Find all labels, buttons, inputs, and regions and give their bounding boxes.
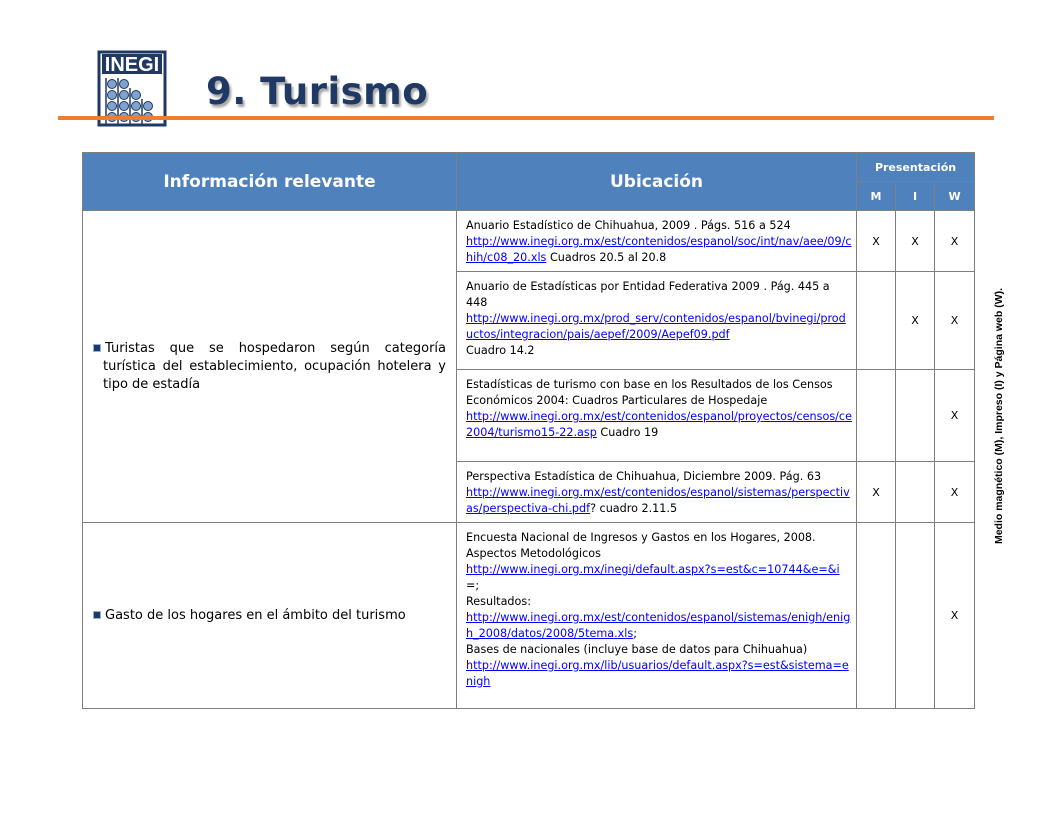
location-cell bbox=[457, 272, 857, 370]
header-w: W bbox=[935, 182, 975, 211]
mark-w: X bbox=[935, 370, 975, 462]
mark-i bbox=[896, 462, 935, 523]
mark-m: X bbox=[857, 211, 896, 272]
source-text: Anuario de Estadísticas por Entidad Federativa 2009 . Pág. 445 a 448 bbox=[466, 280, 830, 309]
mark-m bbox=[857, 523, 896, 709]
topic-cell bbox=[83, 211, 457, 523]
header-i: I bbox=[896, 182, 935, 211]
mark-i: X bbox=[896, 211, 935, 272]
mark-i: X bbox=[896, 272, 935, 370]
title-rule bbox=[58, 116, 994, 120]
bullet-icon bbox=[93, 611, 101, 619]
topic-text: Gasto de los hogares en el ámbito del turismo bbox=[105, 607, 406, 623]
source-suffix: ? cuadro 2.11.5 bbox=[590, 502, 678, 515]
mark-w: X bbox=[935, 272, 975, 370]
location-cell bbox=[457, 370, 857, 462]
table-row bbox=[83, 523, 975, 709]
source-link[interactable]: http://www.inegi.org.mx/inegi/default.aspx?s=est&c=10744&e=&i bbox=[466, 563, 840, 576]
source-text: Perspectiva Estadística de Chihuahua, Diciembre 2009. Pág. 63 bbox=[466, 470, 822, 483]
source-link[interactable]: http://www.inegi.org.mx/est/contenidos/espanol/soc/int/nav/aee/09/chih/c08_20.xls bbox=[466, 235, 852, 264]
reference-table bbox=[82, 152, 975, 709]
mark-m: X bbox=[857, 462, 896, 523]
topic-cell bbox=[83, 523, 457, 709]
mark-m bbox=[857, 272, 896, 370]
logo-text: INEGI bbox=[104, 54, 160, 76]
location-cell bbox=[457, 462, 857, 523]
results-suffix: ; bbox=[633, 627, 637, 640]
results-link[interactable]: http://www.inegi.org.mx/est/contenidos/espanol/sistemas/enigh/enigh_2008/datos/2008/5tema.xls bbox=[466, 611, 851, 640]
mark-m bbox=[857, 370, 896, 462]
table-row bbox=[83, 211, 975, 272]
mark-w: X bbox=[935, 462, 975, 523]
header-location: Ubicación bbox=[457, 153, 857, 211]
source-link[interactable]: http://www.inegi.org.mx/prod_serv/contenidos/espanol/bvinegi/productos/integracion/pais/aepef/2009/Aepef09.pdf bbox=[466, 312, 846, 341]
header-m: M bbox=[857, 182, 896, 211]
results-label: Resultados: bbox=[466, 595, 531, 608]
bullet-icon bbox=[93, 344, 101, 352]
source-text: Encuesta Nacional de Ingresos y Gastos en los Hogares, 2008. Aspectos Metodológicos bbox=[466, 531, 816, 560]
topic-text: Turistas que se hospedaron según categoría turística del establecimiento, ocupación hotelera y tipo de estadía bbox=[103, 340, 446, 392]
source-link[interactable]: http://www.inegi.org.mx/est/contenidos/espanol/sistemas/perspectivas/perspectiva-chi.pdf bbox=[466, 486, 850, 515]
location-cell bbox=[457, 211, 857, 272]
source-text: Estadísticas de turismo con base en los Resultados de los Censos Económicos 2004: Cuadros Particulares de Hospedaje bbox=[466, 378, 833, 407]
mark-w: X bbox=[935, 211, 975, 272]
source-text: Anuario Estadístico de Chihuahua, 2009 . Págs. 516 a 524 bbox=[466, 219, 791, 232]
page-title: 9. Turismo bbox=[206, 70, 429, 113]
source-suffix: Cuadro 19 bbox=[596, 426, 659, 439]
database-link[interactable]: http://www.inegi.org.mx/lib/usuarios/default.aspx?s=est&sistema=enigh bbox=[466, 659, 849, 688]
header-info: Información relevante bbox=[83, 153, 457, 211]
mark-i bbox=[896, 370, 935, 462]
source-suffix: Cuadros 20.5 al 20.8 bbox=[546, 251, 667, 264]
mark-w: X bbox=[935, 523, 975, 709]
location-cell bbox=[457, 523, 857, 709]
source-suffix: =; bbox=[466, 579, 480, 592]
side-note-text: Medio magnético (M), Impreso (I) y Página web (W). bbox=[993, 287, 1005, 545]
mark-i bbox=[896, 523, 935, 709]
source-suffix: Cuadro 14.2 bbox=[466, 344, 535, 357]
source-link[interactable]: http://www.inegi.org.mx/est/contenidos/espanol/proyectos/censos/ce2004/turismo15-22.asp bbox=[466, 410, 852, 439]
header-presentation: Presentación bbox=[857, 153, 975, 182]
database-text: Bases de nacionales (incluye base de datos para Chihuahua) bbox=[466, 643, 808, 656]
side-note bbox=[990, 256, 1008, 576]
